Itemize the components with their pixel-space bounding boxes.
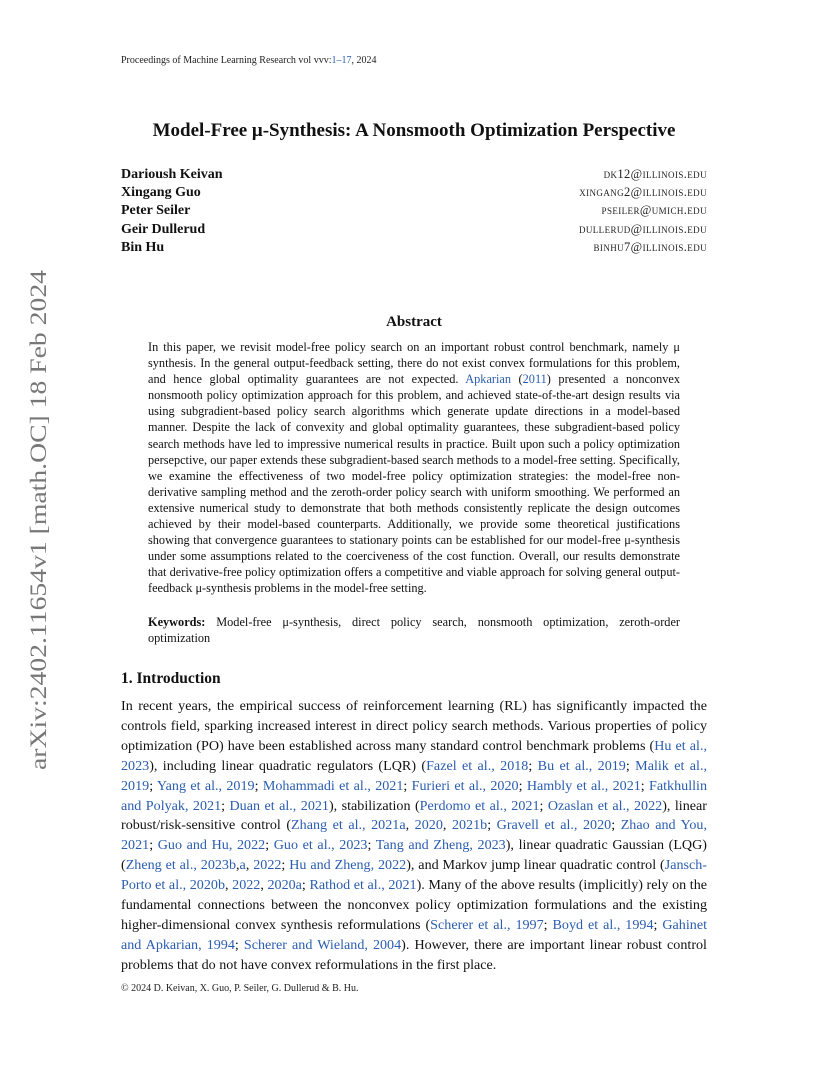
intro-text: ), linear quadratic Gaussian (LQG) ( (121, 837, 707, 874)
author-email: binhu7@illinois.edu (593, 239, 707, 254)
citation-link[interactable]: Zhang et al., 2021a (291, 817, 406, 834)
intro-text: ; (221, 797, 230, 814)
intro-text: ; (234, 936, 244, 953)
running-header (121, 55, 377, 66)
citation-link[interactable]: Yang et al., 2019 (156, 777, 255, 794)
author-name: Bin Hu (121, 239, 165, 255)
citation-link[interactable]: Scherer et al., 1997 (430, 916, 544, 933)
citation-link[interactable]: Guo et al., 2023 (273, 837, 368, 854)
author-row (121, 167, 707, 185)
intro-text: ; (518, 777, 527, 794)
abstract-heading: Abstract (386, 314, 442, 330)
citation-link[interactable]: a (239, 857, 246, 874)
intro-text: ; (301, 877, 310, 894)
header-year: , 2024 (351, 55, 377, 66)
citation-link[interactable]: Rathod et al., 2021 (309, 877, 417, 894)
intro-text: ; (543, 916, 553, 933)
intro-text: ). Many of the above results (implicitly) rely on the fundamental connections between the nonconvex policy optimization formulations and the existing higher-dimensional convex synthesis reformulations ( (121, 877, 707, 933)
abstract-text-a: In this paper, we revisit model-free policy search on an important robust control benchmark, namely μ synthesis. In the general output-feedback setting, there do not exist convex formulations for this problem, and hence global optimality guarantees are not expected. (148, 340, 680, 387)
citation-link[interactable]: 2022 (253, 857, 282, 874)
intro-text: , (245, 857, 254, 874)
intro-text: ; (403, 777, 412, 794)
abstract-text-b: presented a nonconvex nonsmooth policy optimization approach for this problem, and achieved state-of-the-art design results via using subgradient-based policy search algorithms which generate update directions in a model-based manner. Despite the lack of convexity and global optimality guarantees, these subgradient-based policy search methods have led to impressive numerical results in practice. Built upon such a policy optimization persepctive, our paper extends these subgradient-based search methods to a model-free setting. Specifically, we examine the effectiveness of two model-free policy optimization strategies: the model-free non-derivative sampling method and the zeroth-order policy search with uniform smoothing. We performed an extensive numerical study to demonstrate that both methods consistently replicate the design outcomes achieved by their model-based counterparts. Additionally, we provide some theoretical justifications showing that convergence guarantees to stationary points can be established for our model-free μ-synthesis under some assumptions related to the coerciveness of the cost function. Overall, our results demonstrate that derivative-free policy optimization offers a competitive and viable approach for solving general output-feedback μ-synthesis problems in the model-free setting. (148, 372, 680, 596)
intro-text: ), and Markov jump linear quadratic control ( (406, 857, 665, 874)
author-name: Xingang Guo (121, 185, 201, 201)
author-name: Darioush Keivan (121, 167, 223, 182)
keywords-text: Model-free μ-synthesis, direct policy search, nonsmooth optimization, zeroth-order optimization (148, 615, 680, 646)
citation-link[interactable]: Gahinet and Apkarian, 1994 (121, 916, 707, 953)
intro-text: ), stabilization ( (328, 797, 420, 814)
intro-text: ; (487, 817, 497, 834)
section-heading: 1. Introduction (121, 670, 221, 687)
citation-link[interactable]: Malik et al., 2019 (121, 757, 707, 794)
citation-link[interactable]: Gravell et al., 2020 (496, 817, 612, 834)
author-email: dullerud@illinois.edu (578, 221, 707, 236)
author-email: xingang2@illinois.edu (579, 185, 707, 200)
citation-link[interactable]: Furieri et al., 2020 (411, 777, 519, 794)
author-name: Peter Seiler (121, 203, 191, 219)
journal-prefix: Proceedings of Machine Learning Research vol vvv: (121, 55, 332, 66)
citation-link[interactable]: Ozaslan et al., 2022 (547, 797, 663, 814)
citation-link[interactable]: 2020a (267, 877, 302, 894)
citation-link[interactable]: Perdomo et al., 2021 (419, 797, 540, 814)
author-row (121, 203, 707, 221)
arxiv-identifier: arXiv:2402.11654v1 [math.OC] 18 Feb 2024 (26, 354, 51, 770)
author-row (121, 185, 707, 203)
citation-year-link[interactable]: 2011 (522, 372, 547, 387)
introduction-paragraph (121, 697, 707, 976)
citation-link[interactable]: Hambly et al., 2021 (526, 777, 641, 794)
citation-link[interactable]: 2020 (414, 817, 443, 834)
citation-link[interactable]: Fazel et al., 2018 (426, 757, 529, 774)
citation-link[interactable]: Zhao and You, 2021 (121, 817, 707, 854)
intro-text: ), including linear quadratic regulators (LQR) ( (149, 757, 427, 774)
citation-link[interactable]: 2021b (451, 817, 488, 834)
citation-link[interactable]: Mohammadi et al., 2021 (262, 777, 404, 794)
citation-link[interactable]: Apkarian (465, 372, 512, 387)
citation-link[interactable]: Jansch-Porto et al., 2020b (121, 857, 708, 894)
paper-title: Model-Free μ-Synthesis: A Nonsmooth Optimization Perspective (152, 120, 676, 141)
citation-link[interactable]: Scherer and Wieland, 2004 (243, 936, 402, 953)
intro-text: ; (265, 837, 274, 854)
arxiv-side-stamp (22, 270, 56, 770)
author-email: pseiler@umich.edu (601, 203, 707, 218)
intro-text: ; (625, 757, 636, 774)
copyright-footer: © 2024 D. Keivan, X. Guo, P. Seiler, G. Dullerud & B. Hu. (121, 983, 359, 994)
abstract-body: In this paper, we revisit model-free policy search on an important robust control benchmark, namely μ synthesis. In the general output-feedback setting, there do not exist convex formulations for this problem, and hence global optimality guarantees are not expected. Apkarian (2011) presented a nonconvex nonsmooth policy optimization approach for this problem, and achieved state-of-the-art design results via using subgradient-based policy search algorithms which generate update directions in a model-based manner. Despite the lack of convexity and global optimality guarantees, these subgradient-based policy search methods have led to impressive numerical results in practice. Built upon such a policy optimization persepctive, our paper extends these subgradient-based search methods to a model-free setting. Specifically, we examine the effectiveness of two model-free policy optimization strategies: the model-free non-derivative sampling method and the zeroth-order policy search with uniform smoothing. We performed an extensive numerical study to demonstrate that both methods consistently replicate the design outcomes achieved by their model-based counterparts. Additionally, we provide some theoretical justifications showing that convergence guarantees to stationary points can be established for our model-free μ-synthesis under some assumptions related to the coerciveness of the cost function. Overall, our results demonstrate that derivative-free policy optimization offers a competitive and viable approach for solving general output-feedback μ-synthesis problems in the model-free setting. (148, 340, 680, 596)
intro-text: ; (528, 757, 538, 774)
citation-link[interactable]: Hu et al., 2023 (121, 737, 707, 774)
intro-text: , (225, 877, 233, 894)
intro-text: , (260, 877, 268, 894)
intro-text: ; (149, 837, 158, 854)
citation-link[interactable]: Duan et al., 2021 (229, 797, 329, 814)
citation-link[interactable]: Bu et al., 2019 (537, 757, 626, 774)
citation-link[interactable]: Guo and Hu, 2022 (157, 837, 266, 854)
citation-link[interactable]: Fatkhullin and Polyak, 2021 (121, 777, 707, 814)
intro-text: , (442, 817, 452, 834)
author-row (121, 222, 707, 240)
intro-text: , (405, 817, 415, 834)
intro-text: In recent years, the empirical success of reinforcement learning (RL) has significantly impacted the controls field, sparking increased interest in direct policy search methods. Various properties of policy optimization (PO) have been established across many standard control benchmark problems ( (121, 698, 707, 754)
citation-link[interactable]: Hu and Zheng, 2022 (289, 857, 407, 874)
intro-text: ; (281, 857, 290, 874)
author-name: Geir Dullerud (121, 221, 206, 237)
author-row (121, 240, 707, 258)
citation-link[interactable]: Boyd et al., 1994 (552, 916, 654, 933)
intro-text: ; (640, 777, 650, 794)
intro-text: ; (539, 797, 548, 814)
author-email: dk12@illinois.edu (603, 167, 707, 181)
citation-link[interactable]: Tang and Zheng, 2023 (375, 837, 506, 854)
intro-text: ; (254, 777, 263, 794)
intro-text: ). However, there are important linear robust control problems that do not have convex reformulations in the first place. (121, 936, 707, 973)
citation-link[interactable]: Zheng et al., 2023b (125, 857, 237, 874)
keywords-label: Keywords: (148, 615, 206, 629)
page-range-link[interactable]: 1–17 (331, 55, 352, 66)
intro-text: ; (149, 777, 157, 794)
intro-text: ; (611, 817, 621, 834)
intro-text: ), linear robust/risk-sensitive control ( (121, 797, 707, 834)
citation-link[interactable]: 2022 (232, 877, 261, 894)
keywords (148, 614, 680, 646)
intro-text: ; (367, 837, 376, 854)
intro-text: ; (653, 916, 663, 933)
intro-text: , (236, 857, 240, 874)
author-list (121, 167, 707, 258)
